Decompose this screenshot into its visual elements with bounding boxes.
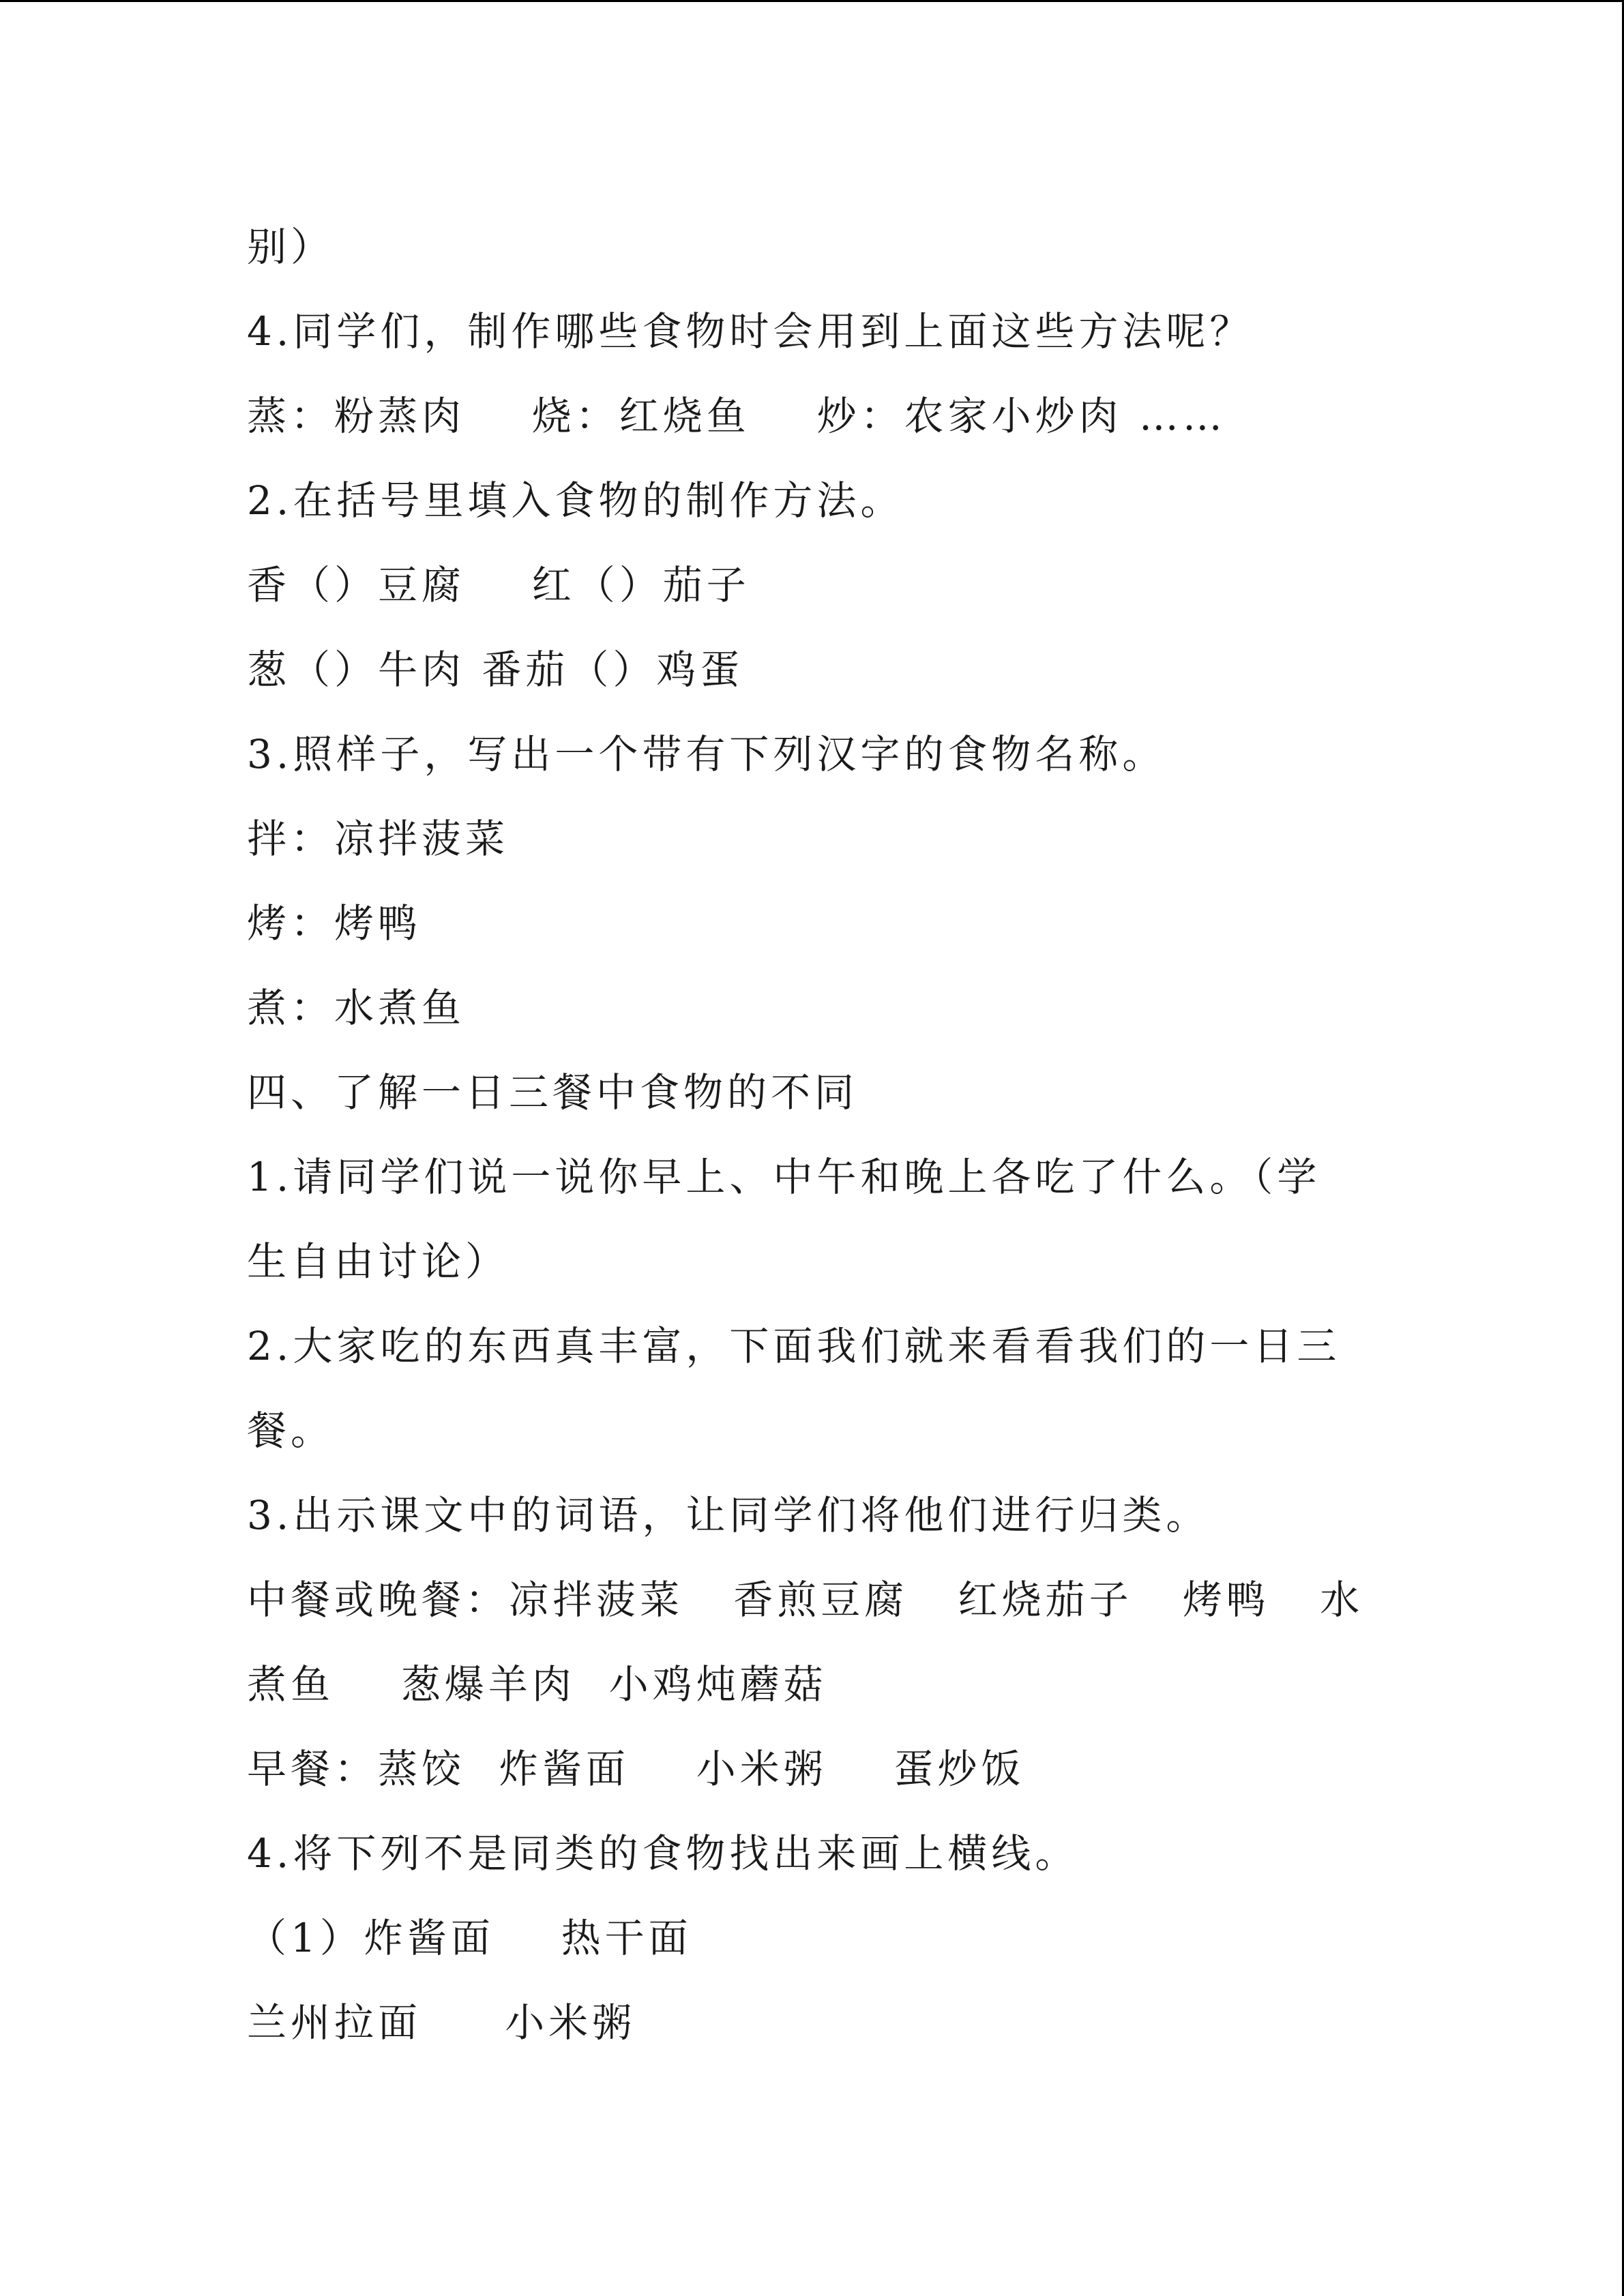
text-line: （1）炸酱面 热干面 (247, 1915, 692, 1961)
text-line: 2.在括号里填入食物的制作方法。 (247, 477, 904, 524)
text-line: 3.照样子，写出一个带有下列汉字的食物名称。 (247, 731, 1166, 777)
text-line: 生自由讨论） (247, 1238, 510, 1285)
text-line: 烤：烤鸭 (247, 900, 422, 946)
text-line: 2.大家吃的东西真丰富，下面我们就来看看我们的一日三 (247, 1323, 1341, 1369)
text-line: 蒸：粉蒸肉 烧：红烧鱼 炒：农家小炒肉 …… (247, 393, 1226, 439)
text-line: 葱（）牛肉 番茄（）鸡蛋 (247, 646, 744, 693)
text-line: 早餐：蒸饺 炸酱面 小米粥 蛋炒饭 (247, 1746, 1025, 1792)
text-line: 煮鱼 葱爆羊肉 小鸡炖蘑菇 (247, 1661, 827, 1708)
text-line: 别） (247, 224, 335, 270)
text-line: 3.出示课文中的词语，让同学们将他们进行归类。 (247, 1492, 1210, 1538)
document-body (247, 205, 1393, 2065)
text-line: 餐。 (247, 1407, 335, 1454)
text-line: 1.请同学们说一说你早上、中午和晚上各吃了什么。（学 (247, 1154, 1321, 1200)
text-line: 兰州拉面 小米粥 (247, 1999, 636, 2046)
text-line: 4.将下列不是同类的食物找出来画上横线。 (247, 1830, 1079, 1877)
text-line: 中餐或晚餐：凉拌菠菜 香煎豆腐 红烧茄子 烤鸭 水 (247, 1577, 1364, 1623)
text-line: 香（）豆腐 红（）茄子 (247, 562, 750, 608)
text-line: 4.同学们，制作哪些食物时会用到上面这些方法呢？ (247, 308, 1254, 355)
section-heading: 四、了解一日三餐中食物的不同 (247, 1069, 859, 1116)
text-line: 煮：水煮鱼 (247, 985, 466, 1031)
text-line: 拌：凉拌菠菜 (247, 816, 510, 862)
